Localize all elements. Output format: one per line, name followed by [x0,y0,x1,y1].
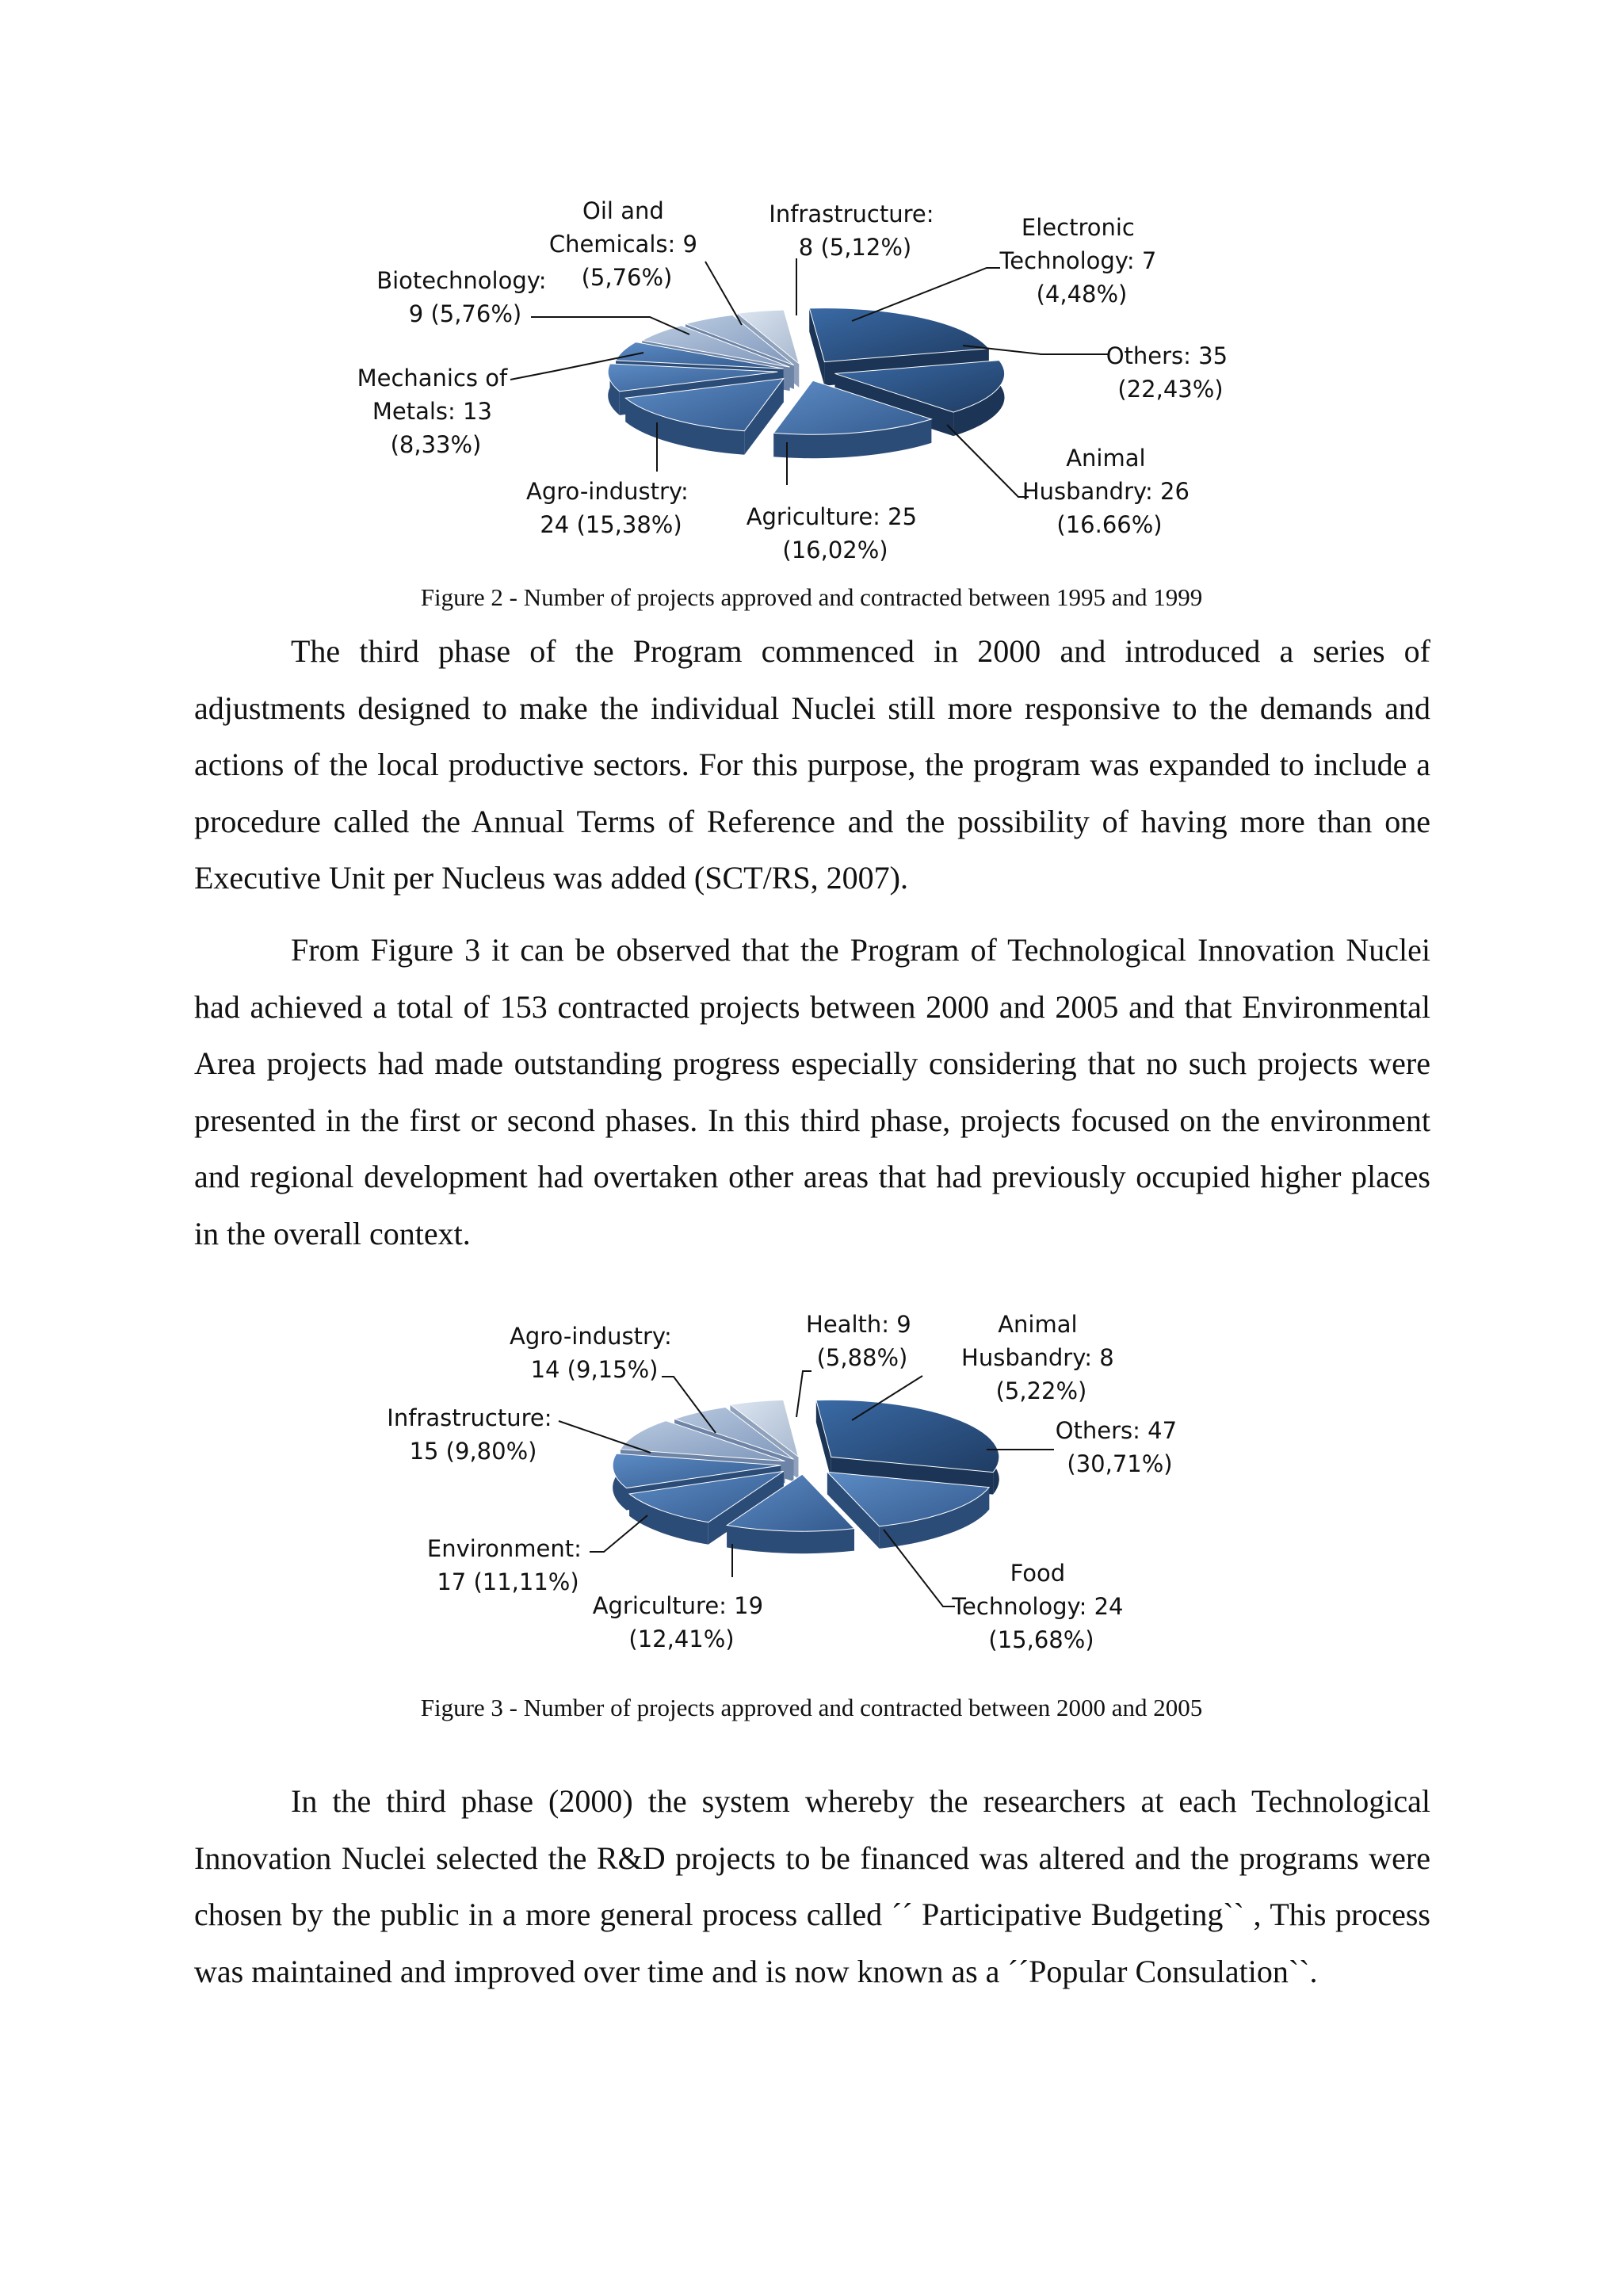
slice-label-health: Health: 9 (5,88%) [806,1311,911,1371]
slice-label-mechanics-of-metals: Mechanics of Metals: 13 (8,33%) [357,365,508,458]
slice-label-biotechnology: Biotechnology: 9 (5,76%) [376,267,547,327]
slice-label-agro-industry: Agro-industry: 24 (15,38%) [526,478,689,538]
slice-label-electronic-technology: Electronic Technology: 7 (4,48%) [999,214,1157,308]
slice-label-animal-husbandry: Animal Husbandry: 8 (5,22%) [961,1311,1114,1404]
slice-label-oil-and-chemicals: Oil and Chemicals: 9 (5,76%) [548,197,697,291]
slice-label-agriculture: Agriculture: 19 (12,41%) [592,1592,764,1652]
slice-label-animal-husbandry: Animal Husbandry: 26 (16.66%) [1022,445,1190,538]
slice-label-others: Others: 35 (22,43%) [1106,342,1228,403]
figure-2-caption: Figure 2 - Number of projects approved and contracted between 1995 and 1999 [420,583,1203,611]
slice-label-agriculture: Agriculture: 25 (16,02%) [746,503,918,563]
figure-3-labels [387,1311,1184,1653]
figure-2-pie-chart [608,308,1004,459]
slice-label-food-technology: Food Technology: 24 (15,68%) [952,1560,1124,1653]
slice-label-agro-industry: Agro-industry: 14 (9,15%) [510,1323,672,1383]
paragraph-third-phase: The third phase of the Program commenced in 2000 and introduced a series of adjustments designed to make the individual Nuclei still more responsive to the demands and actions of the local productive sectors. For this purpose, the program was expanded to include a procedure called the Annual Terms of Reference and the possibility of having more than one Executive Unit per Nucleus was added (SCT/RS, 2007). [194,633,1430,896]
paragraph-figure-3-observation: From Figure 3 it can be observed that the Program of Technological Innovation Nuclei had achieved a total of 153 contracted projects between 2000 and 2005 and that Environmental Area projects had made outstanding progress especially considering that no such projects were presented in the first or second phases. In this third phase, projects focused on the environment and regional development had overtaken other areas that had previously occupied higher places in the overall context. [194,932,1430,1251]
slice-label-infrastructure: Infrastructure: 15 (9,80%) [387,1404,552,1465]
figure-3-caption: Figure 3 - Number of projects approved and contracted between 2000 and 2005 [420,1694,1203,1721]
slice-label-environment: Environment: 17 (11,11%) [426,1535,582,1595]
slice-label-infrastructure: Infrastructure: 8 (5,12%) [769,201,934,261]
figure-3-pie-chart [613,1400,999,1553]
slice-label-others: Others: 47 (30,71%) [1055,1417,1178,1477]
paragraph-participative-budgeting: In the third phase (2000) the system whereby the researchers at each Technological Innovation Nuclei selected the R&D projects to be financed was altered and the programs were chosen by the public in a more general process called ´´ Participative Budgeting`` , This process was maintained and improved over time and is now known as a ´´Popular Consulation``. [194,1783,1430,1989]
figure-2-leaders [510,258,1109,497]
